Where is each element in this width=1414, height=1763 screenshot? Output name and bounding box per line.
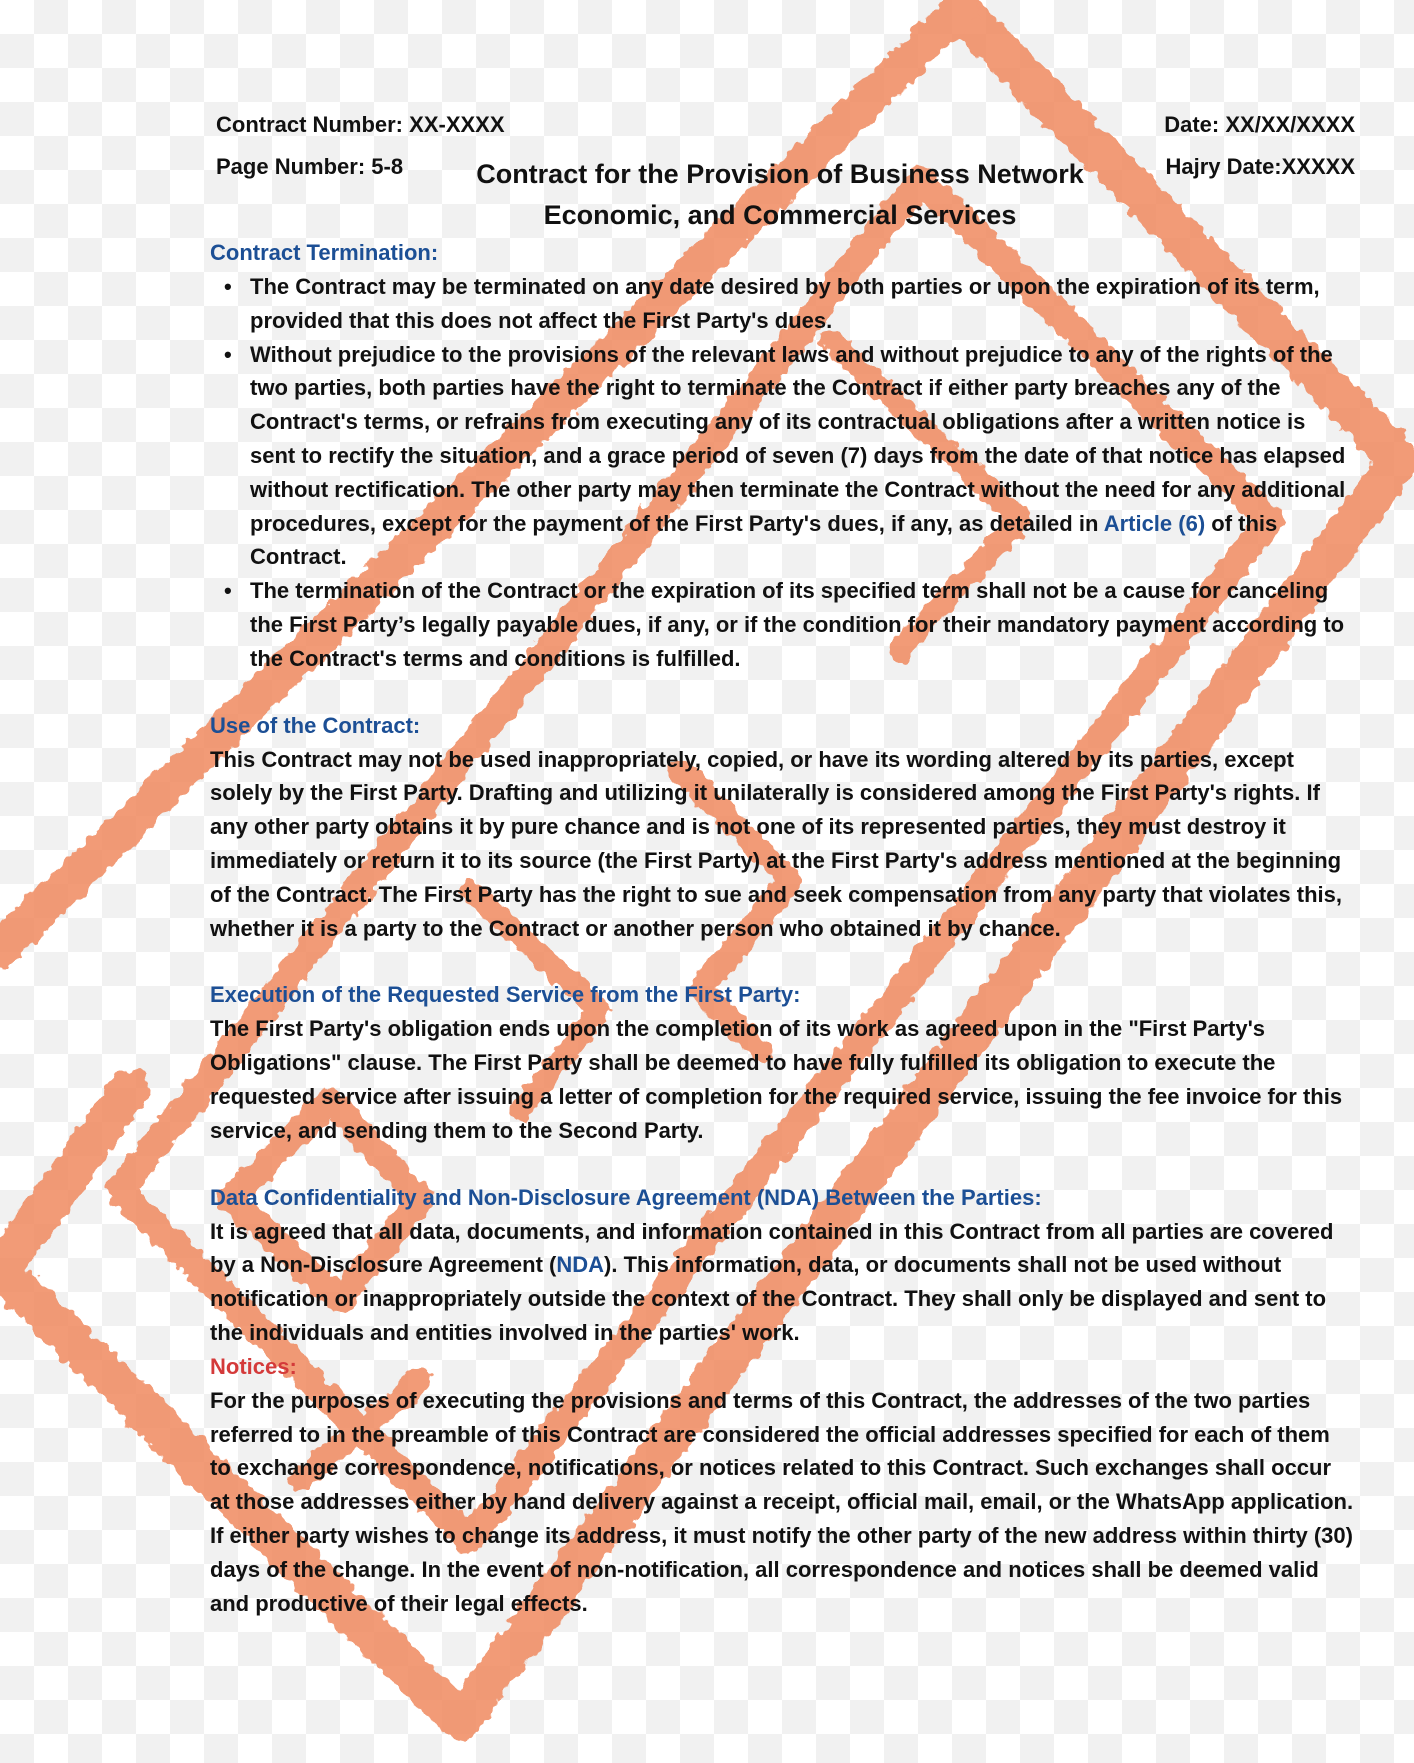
title-line-2: Economic, and Commercial Services xyxy=(543,200,1017,230)
page-number xyxy=(216,153,403,181)
termination-bullet-list xyxy=(210,270,1355,676)
section-body xyxy=(210,1215,1355,1350)
section-body: For the purposes of executing the provisions and terms of this Contract, the addresses of the two parties referred to in the preamble of this Contract are considered the official addresses specified for each of them to exchange correspondence, notifications, or notices related to this Contract. Such exchanges shall occur at those addresses either by hand delivery against a receipt, official mail, email, or the WhatsApp application. If either party wishes to change its address, it must notify the other party of the new address within thirty (30) days of the change. In the event of non-notification, all correspondence and notices shall be deemed valid and productive of their legal effects. xyxy=(210,1387,1354,1616)
hajry-date-value: XXXXX xyxy=(1281,154,1355,179)
bullet-text: Without prejudice to the provisions of the relevant laws and without prejudice to any of the rights of the two parties, both parties have the right to terminate the Contract if either party breaches any of the Contract's terms, or refrains from executing any of its contractual obligations after a written notice is sent to rectify the situation, and a grace period of seven (7) days from the date of that notice has elapsed without rectification. The other party may then terminate the Contract without the need for any additional procedures, except for the payment of the First Party's dues, if any, as detailed in xyxy=(250,341,1346,536)
section-body: The First Party's obligation ends upon the completion of its work as agreed upon in the "First Party's Obligations" clause. The First Party shall be deemed to have fully fulfilled its obligation to execute the requested service after issuing a letter of completion for the required service, issuing the fee invoice for this service, and sending them to the Second Party. xyxy=(210,1016,1343,1143)
body-text: ). This information, data, or documents shall not be used without notification or inappropriately outside the context of the Contract. They shall only be displayed and sent to the individuals and entities involved in the parties' work. xyxy=(210,1252,1327,1345)
nda-link[interactable]: NDA xyxy=(556,1252,605,1278)
hajry-date-label: Hajry Date: xyxy=(1165,154,1282,179)
bullet-item: • The Contract may be terminated on any date desired by both parties or upon the expiration of its term, provided that this does not affect the First Party's dues. xyxy=(250,270,1355,338)
contract-number xyxy=(216,111,505,139)
page-number-label: Page Number: xyxy=(216,154,366,179)
contract-page xyxy=(210,108,1355,1620)
section-execution xyxy=(210,978,1355,1147)
section-body: This Contract may not be used inappropriately, copied, or have its wording altered by its parties, except solely by the First Party. Drafting and utilizing it unilaterally is considered among the First Party's rights. If any other party obtains it by pure chance and is not one of its represented parties, they must destroy it immediately or return it to its source (the First Party) at the First Party's address mentioned at the beginning of the Contract. The First Party has the right to sue and seek compensation from any party that violates this, whether it is a party to the Contract or another person who obtained it by chance. xyxy=(210,746,1343,941)
article-6-link[interactable]: Article (6) xyxy=(1103,510,1206,536)
section-heading: Data Confidentiality and Non-Disclosure Agreement (NDA) Between the Parties: xyxy=(210,1184,1042,1210)
section-heading: Execution of the Requested Service from the First Party: xyxy=(210,982,801,1008)
bullet-item: • The termination of the Contract or the expiration of its specified term shall not be a cause for canceling the First Party’s legally payable dues, if any, or if the condition for their mandatory payment according to the Contract's terms and conditions is fulfilled. xyxy=(250,574,1355,675)
section-heading: Notices: xyxy=(210,1353,297,1379)
section-contract-termination xyxy=(210,236,1355,676)
section-heading: Contract Termination: xyxy=(210,240,439,265)
date-value: XX/XX/XXXX xyxy=(1225,112,1355,137)
date xyxy=(1164,111,1355,139)
document-title xyxy=(450,154,1110,236)
section-nda xyxy=(210,1181,1355,1350)
contract-number-value: XX-XXXX xyxy=(409,112,505,137)
hajry-date xyxy=(1165,153,1355,181)
body-text: It is agreed that all data, documents, and information contained in this Contract from all parties are covered by a Non-Disclosure Agreement ( xyxy=(210,1218,1334,1278)
page-number-value: 5-8 xyxy=(371,154,404,179)
title-line-1: Contract for the Provision of Business Network xyxy=(476,159,1084,189)
section-heading: Use of the Contract: xyxy=(210,712,421,738)
section-use-of-contract xyxy=(210,709,1355,946)
bullet-text: of this Contract. xyxy=(250,510,1278,570)
contract-number-label: Contract Number: xyxy=(216,112,404,137)
bullet-item xyxy=(250,338,1355,575)
document-header xyxy=(210,108,1355,236)
date-label: Date: xyxy=(1164,112,1220,137)
section-notices xyxy=(210,1350,1355,1621)
